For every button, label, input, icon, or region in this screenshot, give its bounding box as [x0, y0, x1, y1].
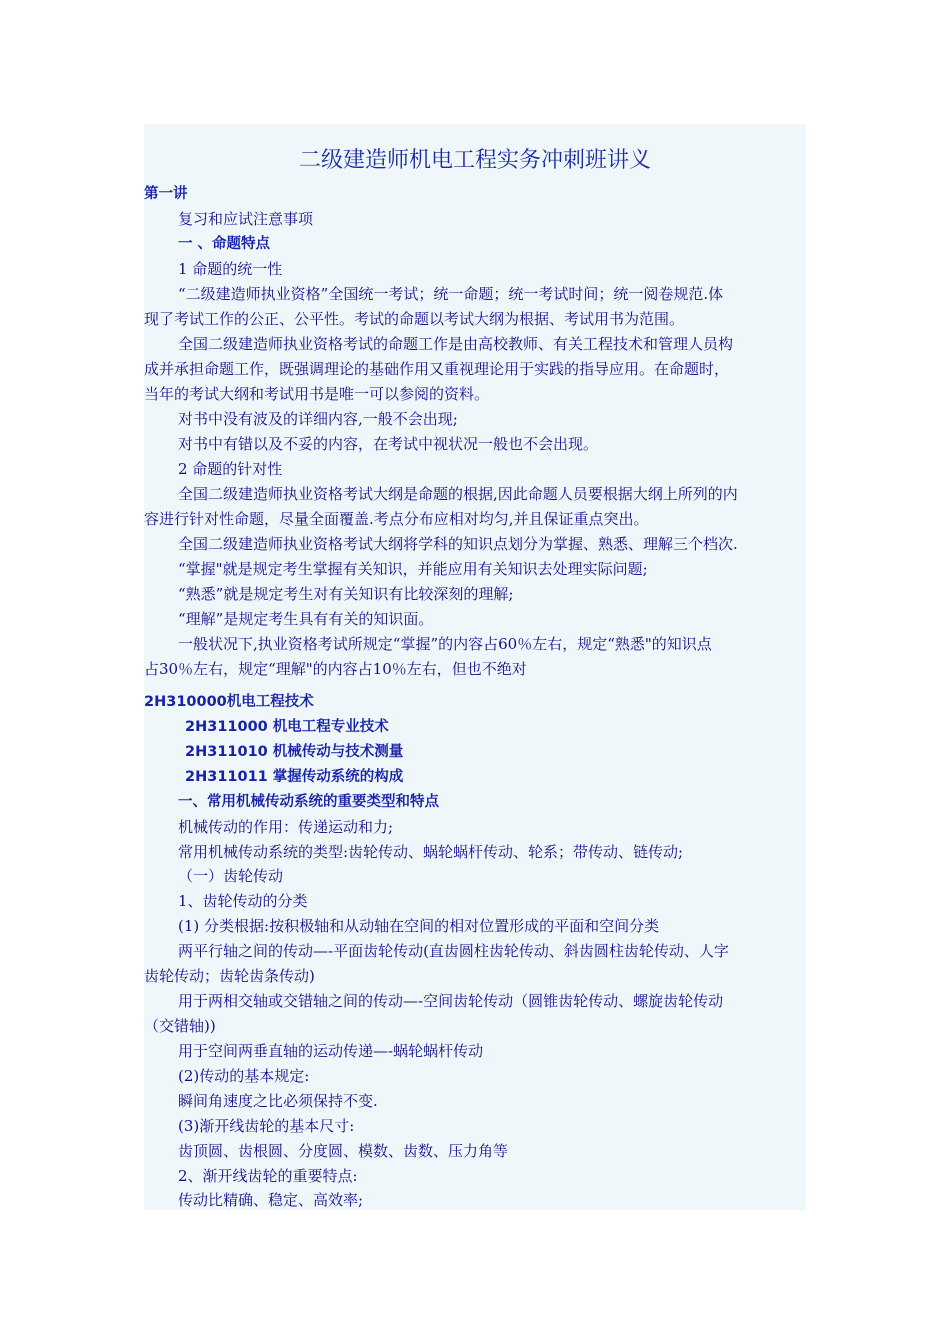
text-line: 齿顶圆、齿根圆、分度圆、模数、齿数、压力角等: [178, 1142, 509, 1160]
text-line: (3)渐开线齿轮的基本尺寸:: [178, 1117, 355, 1135]
text-line: “熟悉”就是规定考生对有关知识有比较深刻的理解;: [178, 585, 514, 603]
text-line: “二级建造师执业资格”全国统一考试；统一命题；统一考试时间；统一阅卷规范.体: [178, 285, 724, 303]
text-line: 1 命题的统一性: [178, 260, 283, 278]
text-line: 容进行针对性命题，尽量全面覆盖.考点分布应相对均匀,并且保证重点突出。: [144, 510, 649, 528]
text-line: “掌握"就是规定考生掌握有关知识，并能应用有关知识去处理实际问题;: [178, 560, 648, 578]
text-line: 齿轮传动；齿轮齿条传动): [144, 967, 315, 985]
text-line: 当年的考试大纲和考试用书是唯一可以参阅的资料。: [144, 385, 490, 403]
text-line: 传动比精确、稳定、高效率;: [178, 1191, 364, 1209]
text-line: 对书中没有波及的详细内容,一般不会出现;: [178, 410, 458, 428]
text-line: 全国二级建造师执业资格考试大纲将学科的知识点划分为掌握、熟悉、理解三个档次.: [178, 535, 738, 553]
text-line: 常用机械传动系统的类型:齿轮传动、蜗轮蜗杆传动、轮系；带传动、链传动;: [178, 843, 684, 861]
text-line: 全国二级建造师执业资格考试大纲是命题的根据,因此命题人员要根据大纲上所列的内: [178, 485, 738, 503]
text-line: 全国二级建造师执业资格考试的命题工作是由高校教师、有关工程技术和管理人员构: [178, 335, 734, 353]
text-line: 2 命题的针对性: [178, 460, 283, 478]
text-line: 复习和应试注意事项: [178, 210, 314, 228]
text-line: (2)传动的基本规定:: [178, 1067, 310, 1085]
section-heading: 2H311000 机电工程专业技术: [185, 719, 389, 735]
section-heading: 一 、命题特点: [178, 236, 271, 252]
text-line: 占30％左右，规定“理解"的内容占10％左右，但也不绝对: [144, 660, 527, 678]
text-line: 机械传动的作用：传递运动和力;: [178, 818, 394, 836]
text-line: 瞬间角速度之比必须保持不变.: [178, 1092, 378, 1110]
text-line: 用于两相交轴或交错轴之间的传动—-空间齿轮传动（圆锥齿轮传动、螺旋齿轮传动: [178, 992, 724, 1010]
text-line: (1) 分类根据:按积极轴和从动轴在空间的相对位置形成的平面和空间分类: [178, 917, 660, 935]
text-line: 1、齿轮传动的分类: [178, 892, 308, 910]
text-line: 一般状况下,执业资格考试所规定“掌握”的内容占60％左右，规定“熟悉"的知识点: [178, 635, 712, 653]
section-heading: 2H311011 掌握传动系统的构成: [185, 769, 404, 785]
text-line: （一）齿轮传动: [178, 867, 284, 885]
document-title: 二级建造师机电工程实务冲刺班讲义: [298, 148, 651, 173]
lecture-heading: 第一讲: [144, 186, 188, 202]
section-heading: 一、常用机械传动系统的重要类型和特点: [178, 794, 439, 810]
text-line: 对书中有错以及不妥的内容，在考试中视状况一般也不会出现。: [178, 435, 599, 453]
text-line: 成并承担命题工作，既强调理论的基础作用又重视理论用于实践的指导应用。在命题时，: [144, 360, 730, 378]
text-line: 2、渐开线齿轮的重要特点:: [178, 1167, 358, 1185]
section-heading: 2H311010 机械传动与技术测量: [185, 744, 404, 760]
text-line: 现了考试工作的公正、公平性。考试的命题以考试大纲为根据、考试用书为范围。: [144, 310, 685, 328]
text-line: “理解”是规定考生具有有关的知识面。: [178, 610, 434, 628]
text-line: 用于空间两垂直轴的运动传递—-蜗轮蜗杆传动: [178, 1042, 484, 1060]
text-line: （交错轴)): [144, 1017, 216, 1035]
chapter-heading: 2H310000机电工程技术: [144, 694, 314, 710]
text-line: 两平行轴之间的传动—-平面齿轮传动(直齿圆柱齿轮传动、斜齿圆柱齿轮传动、人字: [178, 942, 729, 960]
